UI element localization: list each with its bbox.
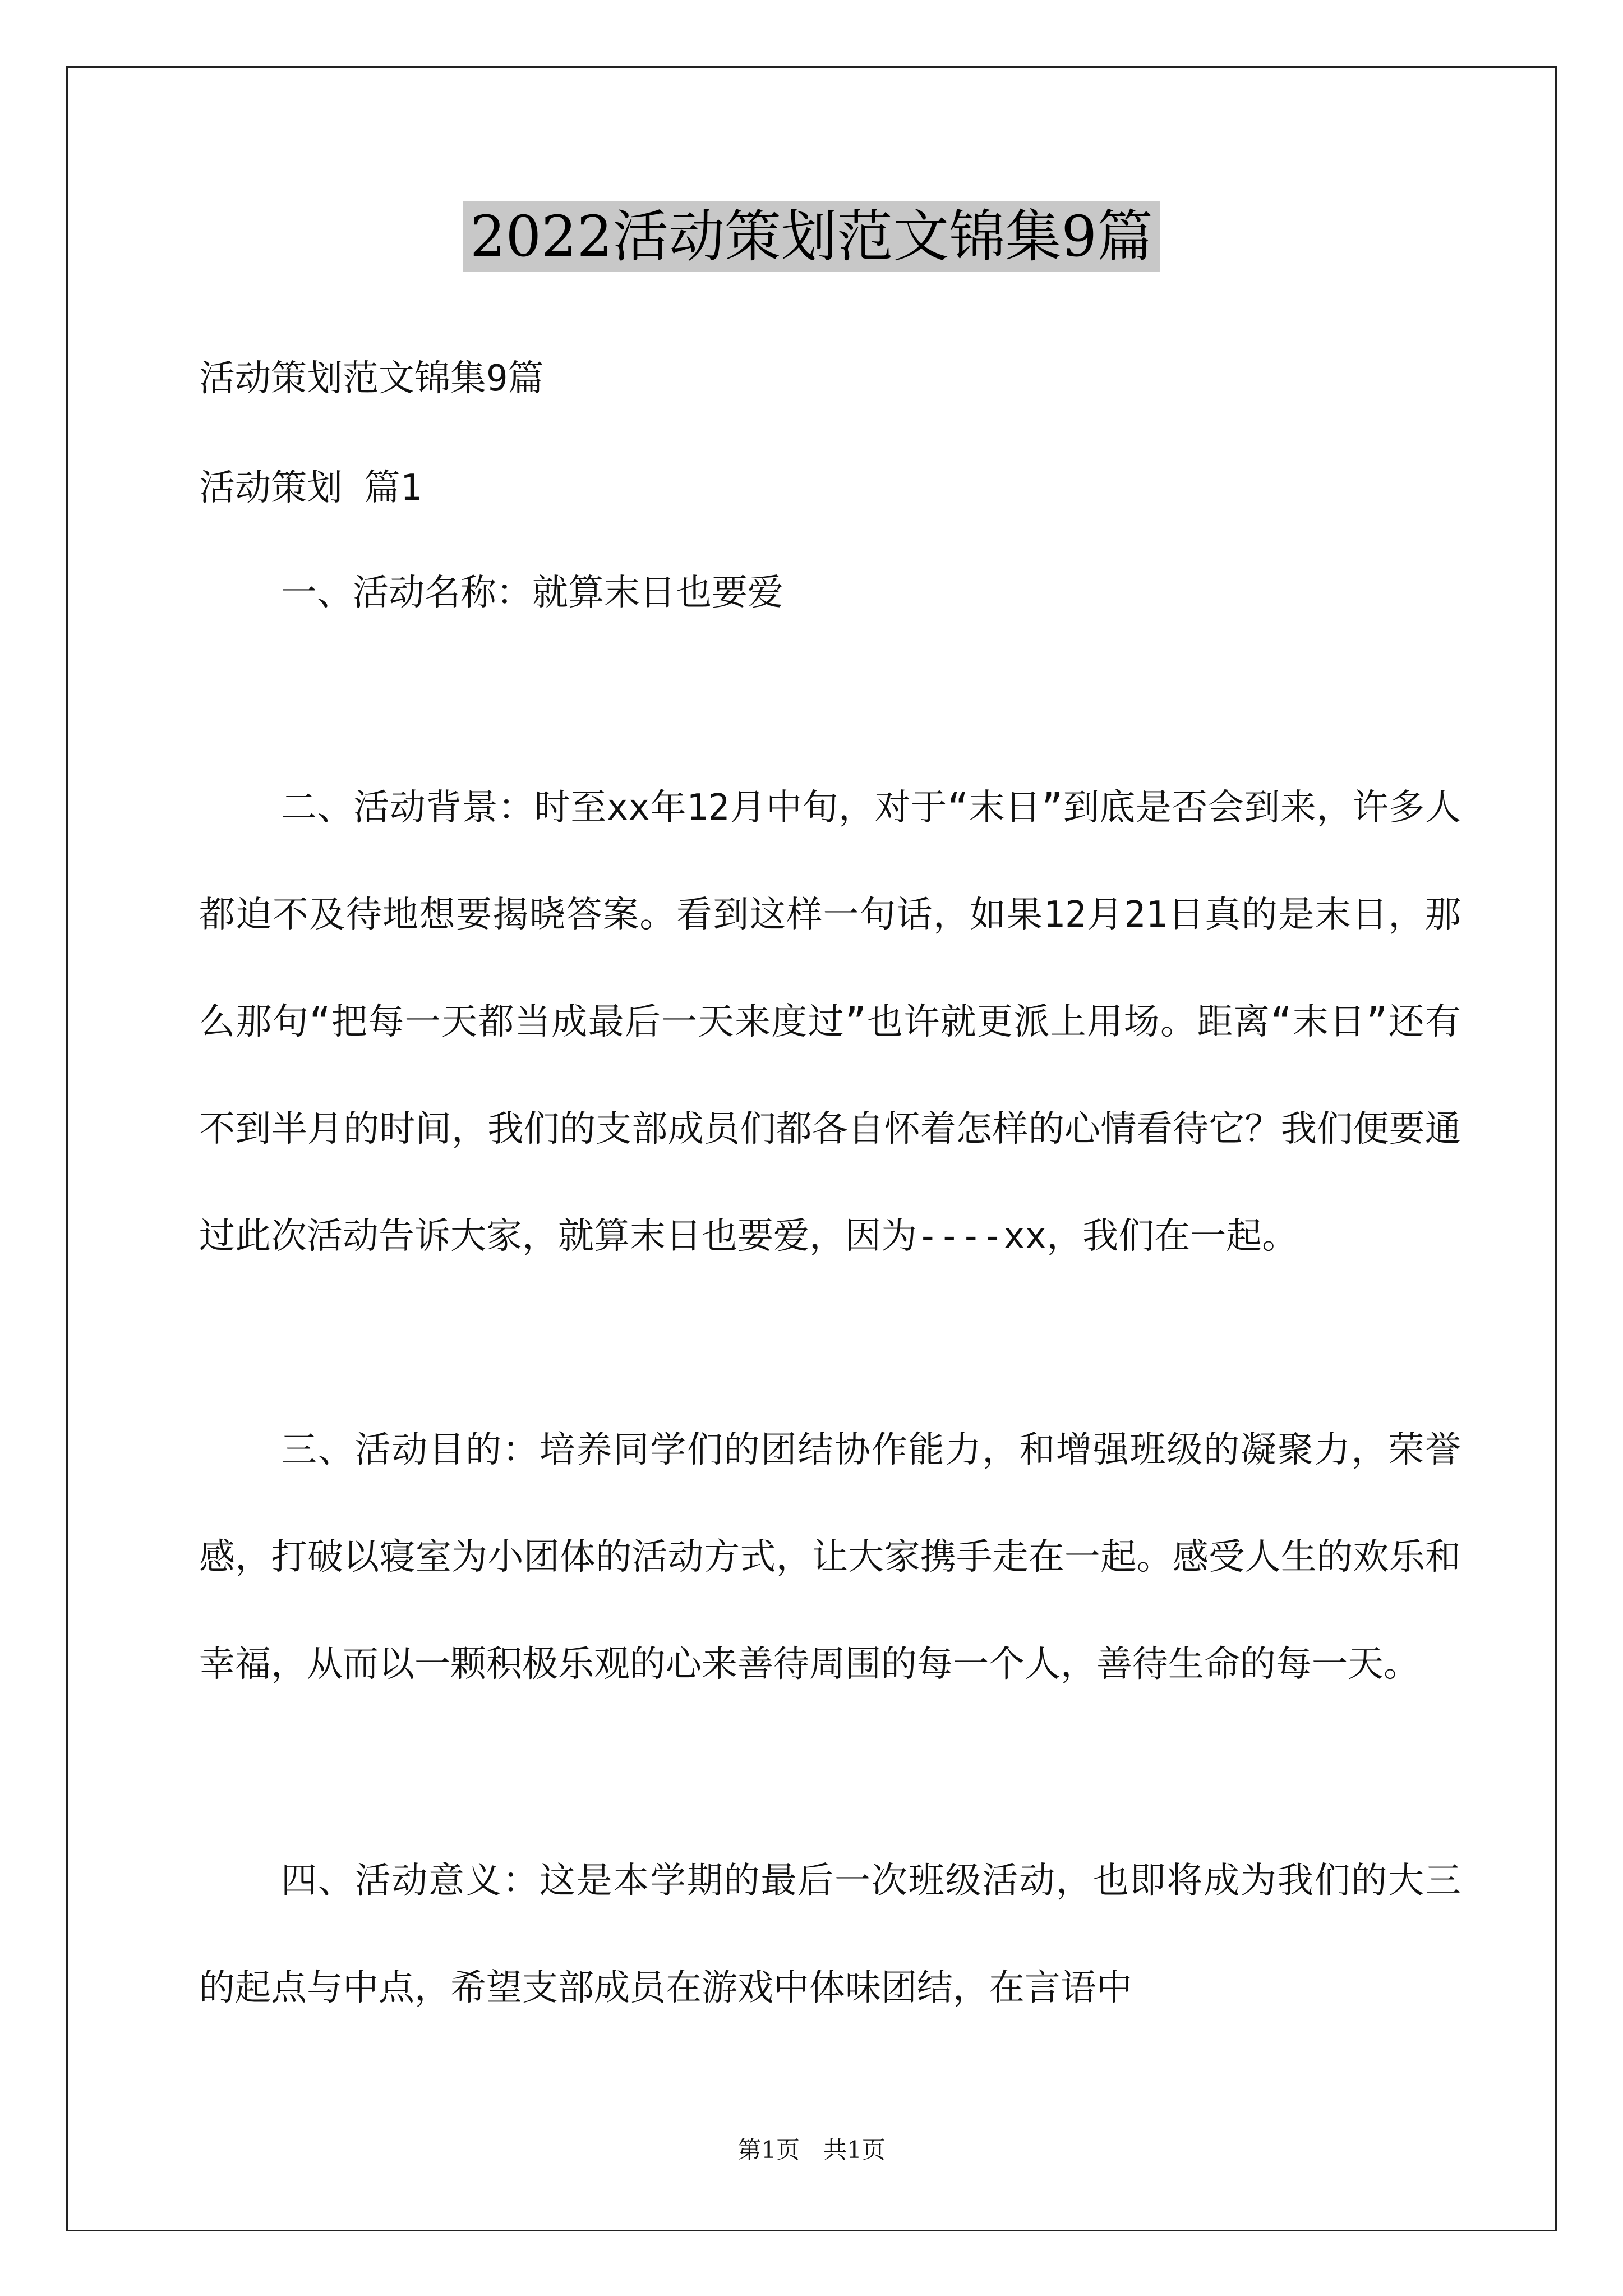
- document-subtitle: 活动策划范文锦集9篇: [199, 358, 544, 399]
- paragraph-activity-purpose: 三、活动目的：培养同学们的团结协作能力，和增强班级的凝聚力，荣誉感，打破以寝室为小团体的活动方式，让大家携手走在一起。感受人生的欢乐和幸福，从而以一颗积极乐观的心来善待周围的每一个人，善待生命的每一天。: [199, 1429, 1461, 1685]
- document-title-text: 2022活动策划范文锦集9篇: [463, 201, 1160, 272]
- section-heading: 活动策划 篇1: [199, 467, 422, 509]
- paragraph-activity-background: 二、活动背景：时至xx年12月中旬，对于“末日”到底是否会到来，许多人都迫不及待地想要揭晓答案。看到这样一句话，如果12月21日真的是末日，那么那句“把每一天都当成最后一天来度过”也许就更派上用场。距离“末日”还有不到半月的时间，我们的支部成员们都各自怀着怎样的心情看待它？我们便要通过此次活动告诉大家，就算末日也要爱，因为----xx，我们在一起。: [199, 787, 1461, 1257]
- paragraph-activity-significance: 四、活动意义：这是本学期的最后一次班级活动，也即将成为我们的大三的起点与中点，希望支部成员在游戏中体味团结，在言语中: [199, 1860, 1461, 2009]
- document-title: [0, 197, 1623, 276]
- page-footer: 第1页 共1页: [737, 2136, 886, 2164]
- paragraph-activity-name: 一、活动名称：就算末日也要爱: [281, 572, 783, 614]
